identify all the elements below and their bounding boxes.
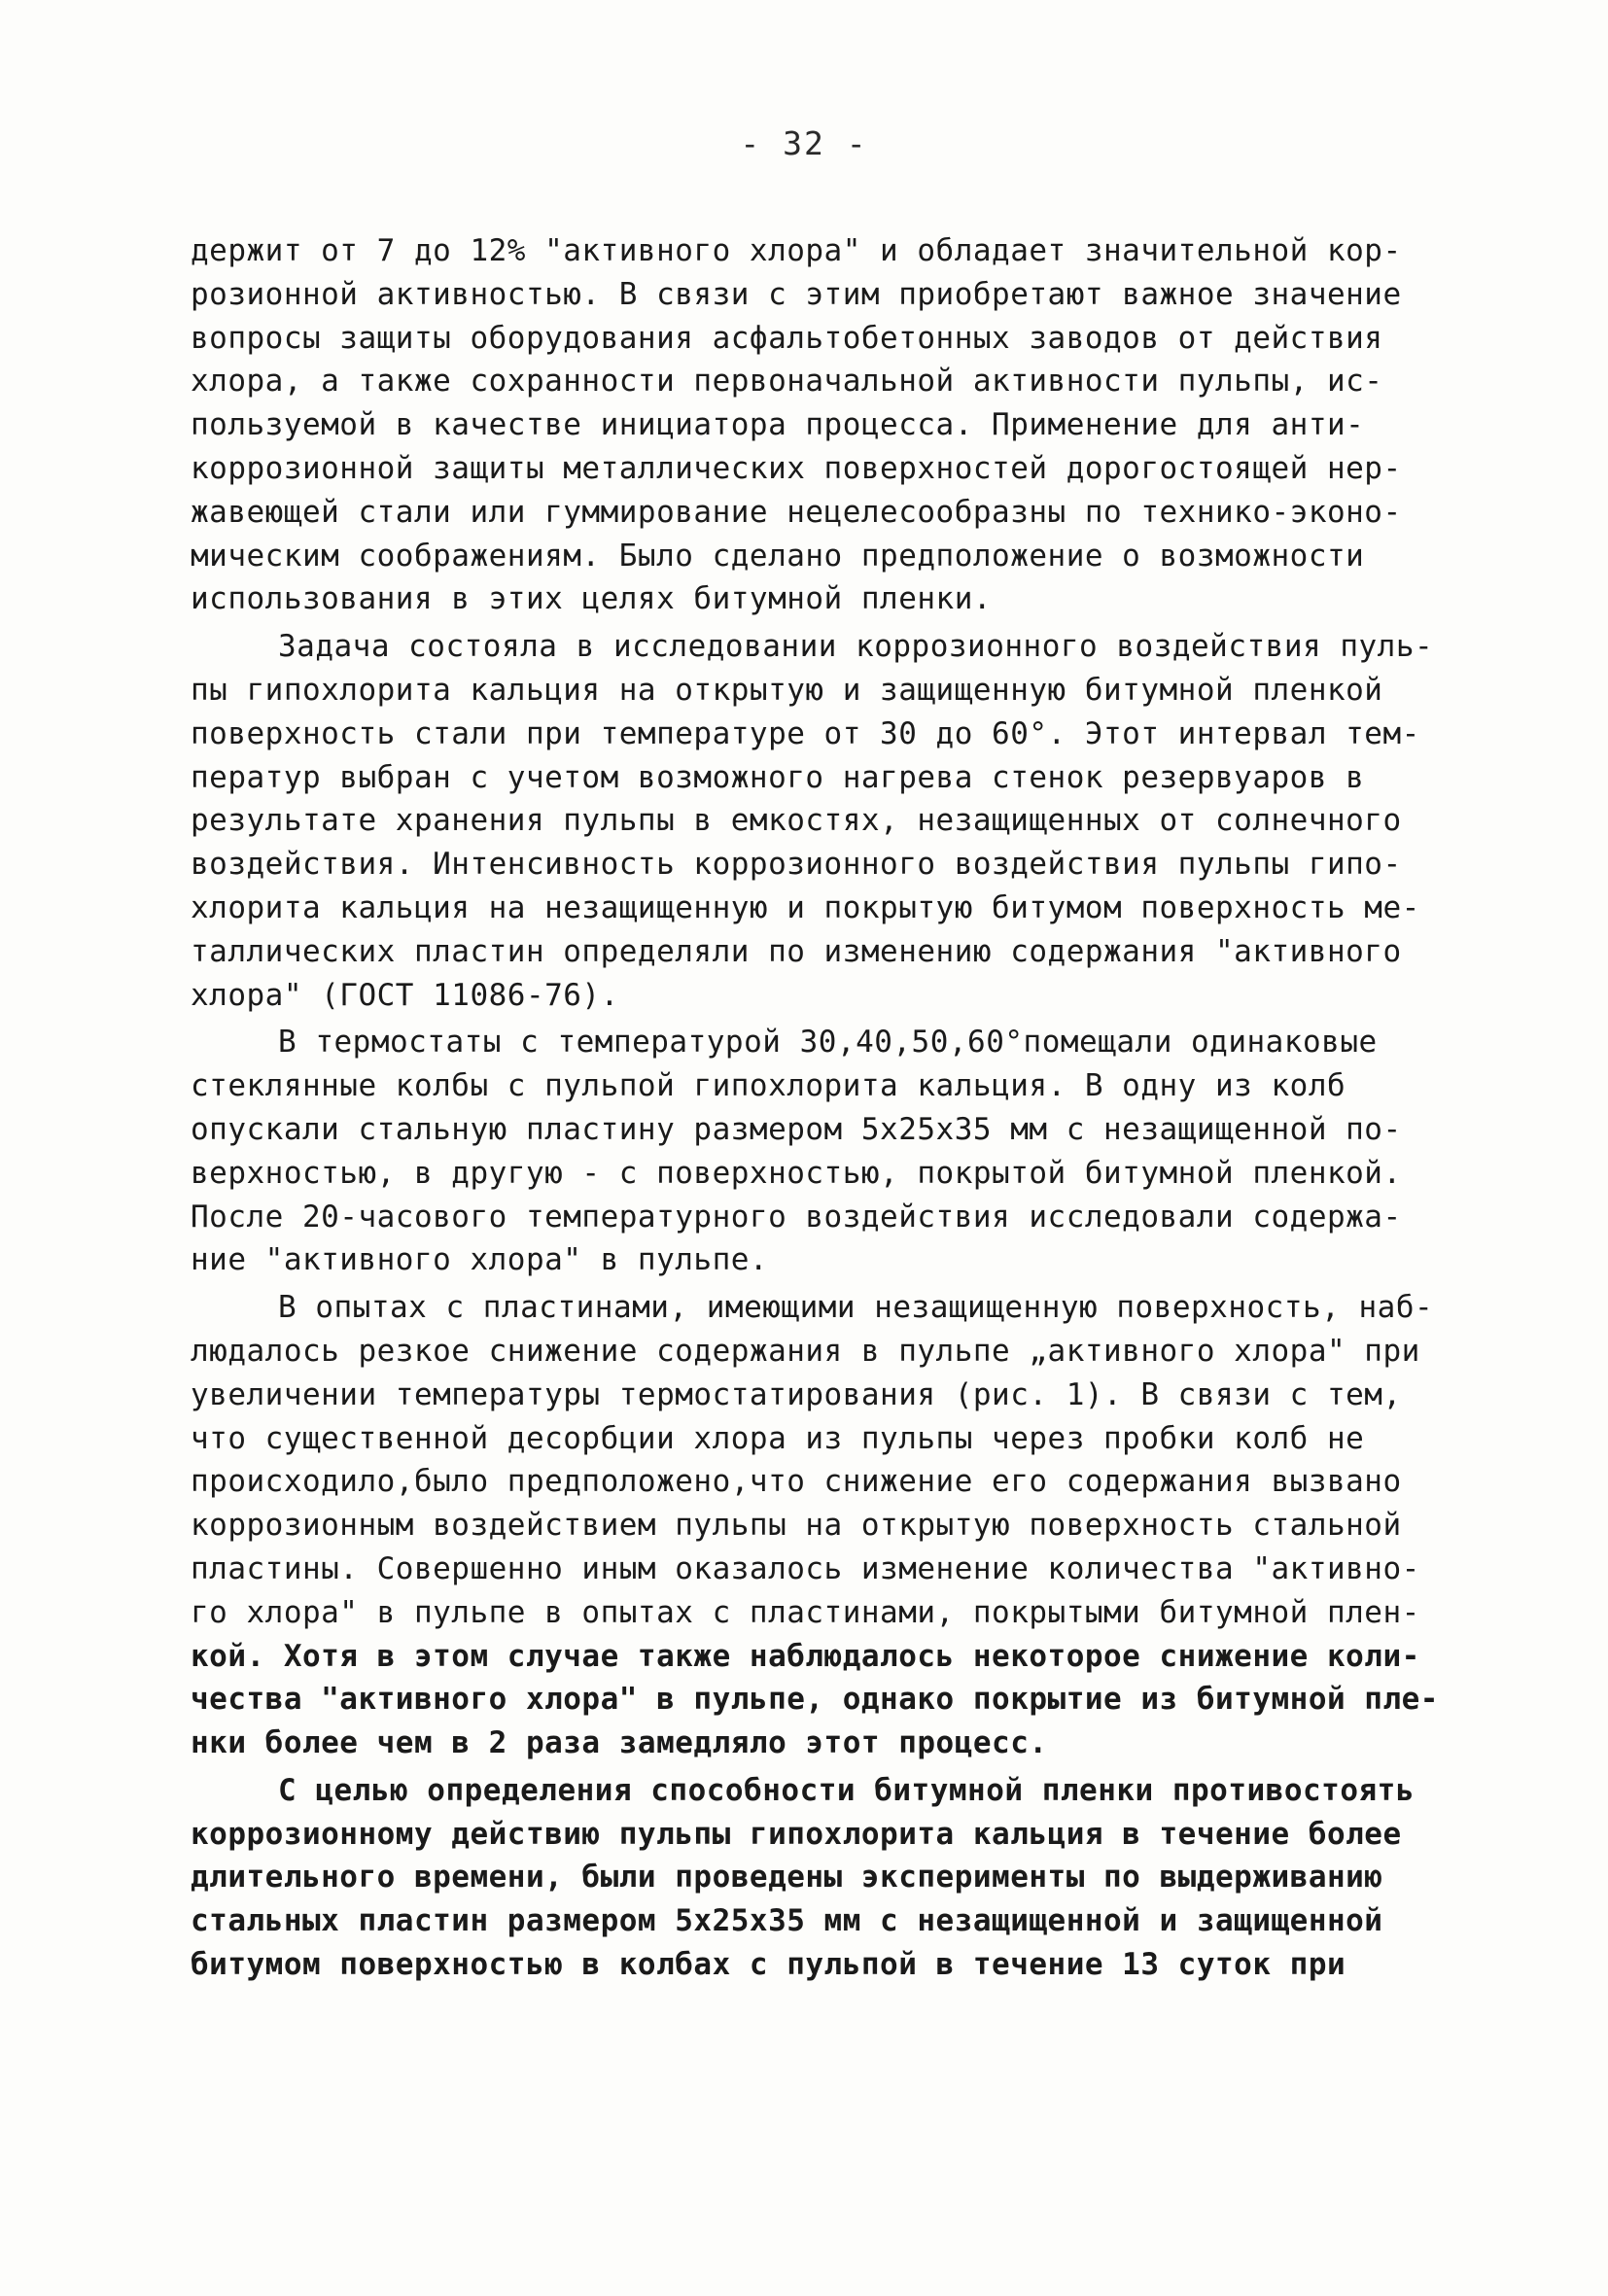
text-line: пластины. Совершенно иным оказалось изменение количества "активно- xyxy=(191,1550,1420,1586)
text-line: таллических пластин определяли по изменению содержания "активного xyxy=(191,933,1402,969)
text-line: коррозионной защиты металлических поверхностей дорогостоящей нер- xyxy=(191,450,1402,486)
text-line: пользуемой в качестве инициатора процесса. Применение для анти- xyxy=(191,407,1365,443)
text-line: длительного времени, были проведены эксперименты по выдерживанию xyxy=(191,1860,1383,1896)
text-line: воздействия. Интенсивность коррозионного воздействия пульпы гипо- xyxy=(191,847,1402,883)
text-line: коррозионным воздействием пульпы на открытую поверхность стальной xyxy=(191,1508,1402,1544)
text-line: После 20-часового температурного воздействия исследовали содержа- xyxy=(191,1199,1402,1235)
text-line: опускали стальную пластину размером 5х25х35 мм с незащищенной по- xyxy=(191,1111,1402,1147)
text-line: стальных пластин размером 5х25х35 мм с незащищенной и защищенной xyxy=(191,1903,1383,1939)
page-number: - 32 - xyxy=(740,124,868,162)
text-line: хлора, а также сохранности первоначальной активности пульпы, ис- xyxy=(191,364,1383,400)
text-line: ператур выбран с учетом возможного нагрева стенок резервуаров в xyxy=(191,759,1365,795)
text-line: верхностью, в другую - с поверхностью, покрытой битумной пленкой. xyxy=(191,1155,1402,1191)
text-line: битумом поверхностью в колбах с пульпой в течение 13 суток при xyxy=(191,1947,1346,1983)
text-line: хлора" (ГОСТ 11086-76). xyxy=(191,977,619,1013)
text-line: чества "активного хлора" в пульпе, однако покрытие из битумной пле- xyxy=(191,1682,1439,1718)
text-line: пы гипохлорита кальция на открытую и защищенную битумной пленкой xyxy=(191,672,1383,708)
text-line: вопросы защиты оборудования асфальтобетонных заводов от действия xyxy=(191,320,1383,356)
text-line: результате хранения пульпы в емкостях, незащищенных от солнечного xyxy=(191,803,1402,839)
text-line: В термостаты с температурой 30,40,50,60°помещали одинаковые xyxy=(278,1025,1378,1061)
text-line: стеклянные колбы с пульпой гипохлорита кальция. В одну из колб xyxy=(191,1068,1346,1104)
text-line: жавеющей стали или гуммирование нецелесообразны по технико-эконо- xyxy=(191,494,1402,530)
text-line: что существенной десорбции хлора из пульпы через пробки колб не xyxy=(191,1420,1365,1456)
text-line: поверхность стали при температуре от 30 до 60°. Этот интервал тем- xyxy=(191,715,1420,751)
text-line: С целью определения способности битумной пленки противостоять xyxy=(278,1772,1415,1808)
text-line: хлорита кальция на незащищенную и покрытую битумом поверхность ме- xyxy=(191,889,1420,925)
text-line: нки более чем в 2 раза замедляло этот процесс. xyxy=(191,1725,1048,1761)
text-line: ние "активного хлора" в пульпе. xyxy=(191,1242,769,1278)
text-line: В опытах с пластинами, имеющими незащищенную поверхность, наб- xyxy=(278,1290,1434,1326)
body-text xyxy=(191,229,1440,1987)
text-line: мическим соображениям. Было сделано предположение о возможности xyxy=(191,538,1365,574)
text-line: кой. Хотя в этом случае также наблюдалось некоторое снижение коли- xyxy=(191,1638,1420,1674)
text-line: розионной активностью. В связи с этим приобретают важное значение xyxy=(191,276,1402,312)
text-line: происходило,было предположено,что снижение его содержания вызвано xyxy=(191,1464,1402,1500)
text-line: держит от 7 до 12% "активного хлора" и обладает значительной кор- xyxy=(191,233,1402,268)
text-line: использования в этих целях битумной пленки. xyxy=(191,581,993,617)
text-line: Задача состояла в исследовании коррозионного воздействия пуль- xyxy=(278,629,1434,665)
text-line: коррозионному действию пульпы гипохлорита кальция в течение более xyxy=(191,1816,1402,1852)
text-line: людалось резкое снижение содержания в пульпе „активного хлора" при xyxy=(191,1333,1420,1369)
text-line: увеличении температуры термостатирования (рис. 1). В связи с тем, xyxy=(191,1376,1402,1412)
text-line: го хлора" в пульпе в опытах с пластинами, покрытыми битумной плен- xyxy=(191,1594,1420,1630)
